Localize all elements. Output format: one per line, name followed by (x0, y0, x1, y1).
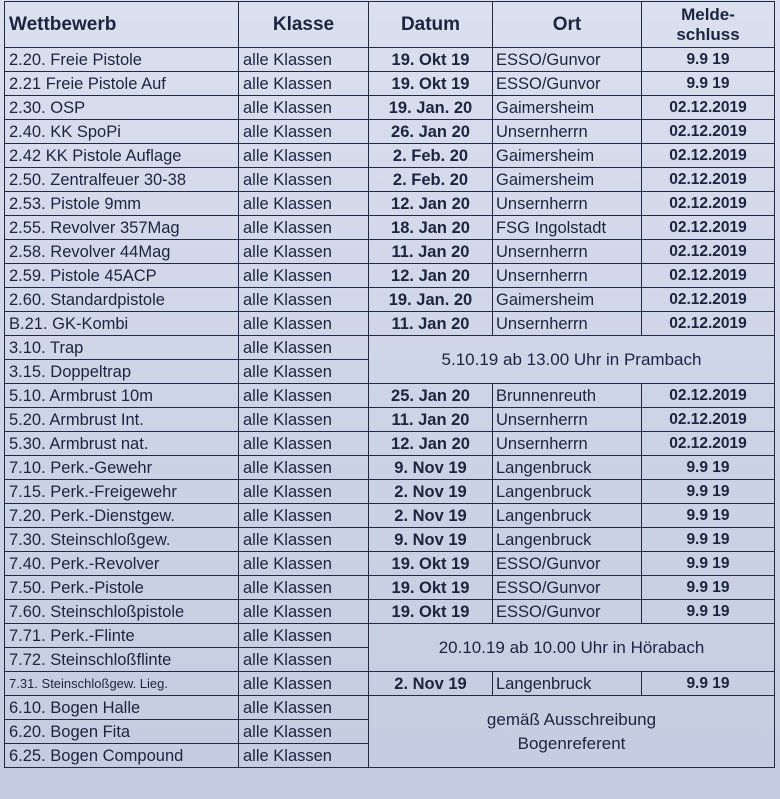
meldeschluss-cell: 9.9 19 (642, 552, 775, 576)
wettbewerb-cell: 2.42 KK Pistole Auflage (5, 144, 239, 168)
datum-cell: 19. Jan. 20 (369, 288, 493, 312)
wettbewerb-cell: 7.15. Perk.-Freigewehr (5, 480, 239, 504)
trap-note-line-1: 5.10.19 ab 13.00 Uhr in Prambach (441, 349, 702, 369)
wettbewerb-cell: 2.30. OSP (5, 96, 239, 120)
table-row (5, 672, 775, 696)
klasse-cell: alle Klassen (239, 648, 369, 672)
ort-cell: Unsernherrn (493, 432, 642, 456)
table-row (5, 120, 775, 144)
ort-cell: ESSO/Gunvor (493, 72, 642, 96)
header-meldeschluss (642, 2, 775, 48)
ort-cell: Unsernherrn (493, 408, 642, 432)
wettbewerb-cell: 7.50. Perk.-Pistole (5, 576, 239, 600)
klasse-cell: alle Klassen (239, 576, 369, 600)
table-row (5, 528, 775, 552)
table-row (5, 384, 775, 408)
klasse-cell: alle Klassen (239, 264, 369, 288)
datum-cell: 25. Jan 20 (369, 384, 493, 408)
bogen-note-line-1: gemäß Ausschreibung (486, 709, 657, 729)
ort-cell: ESSO/Gunvor (493, 552, 642, 576)
meldeschluss-cell: 02.12.2019 (642, 384, 775, 408)
klasse-cell: alle Klassen (239, 48, 369, 72)
wettbewerb-cell: 2.21 Freie Pistole Auf (5, 72, 239, 96)
klasse-cell: alle Klassen (239, 720, 369, 744)
wettbewerb-cell: 6.25. Bogen Compound (5, 744, 239, 768)
klasse-cell: alle Klassen (239, 552, 369, 576)
ort-cell: Brunnenreuth (493, 384, 642, 408)
klasse-cell: alle Klassen (239, 120, 369, 144)
table-row (5, 312, 775, 336)
table-row (5, 624, 775, 648)
meldeschluss-cell: 02.12.2019 (642, 120, 775, 144)
datum-cell: 9. Nov 19 (369, 528, 493, 552)
ort-cell: ESSO/Gunvor (493, 600, 642, 624)
ort-cell: Unsernherrn (493, 120, 642, 144)
ort-cell: ESSO/Gunvor (493, 48, 642, 72)
datum-cell: 2. Nov 19 (369, 504, 493, 528)
meldeschluss-cell: 02.12.2019 (642, 216, 775, 240)
datum-cell: 19. Okt 19 (369, 48, 493, 72)
datum-cell: 12. Jan 20 (369, 432, 493, 456)
klasse-cell: alle Klassen (239, 144, 369, 168)
table-row (5, 72, 775, 96)
flinte-note-line-1: 20.10.19 ab 10.00 Uhr in Hörabach (438, 637, 705, 657)
klasse-cell: alle Klassen (239, 216, 369, 240)
klasse-cell: alle Klassen (239, 288, 369, 312)
meldeschluss-cell: 9.9 19 (642, 504, 775, 528)
datum-cell: 12. Jan 20 (369, 264, 493, 288)
wettbewerb-cell: 2.20. Freie Pistole (5, 48, 239, 72)
klasse-cell: alle Klassen (239, 624, 369, 648)
klasse-cell: alle Klassen (239, 192, 369, 216)
meldeschluss-cell: 02.12.2019 (642, 288, 775, 312)
klasse-cell: alle Klassen (239, 480, 369, 504)
table-row (5, 144, 775, 168)
meldeschluss-cell: 02.12.2019 (642, 144, 775, 168)
ort-cell: Gaimersheim (493, 144, 642, 168)
meldeschluss-cell: 02.12.2019 (642, 192, 775, 216)
meldeschluss-cell: 9.9 19 (642, 72, 775, 96)
datum-cell: 11. Jan 20 (369, 312, 493, 336)
header-meldeschluss-line1: Melde- (681, 4, 735, 24)
meldeschluss-cell: 9.9 19 (642, 528, 775, 552)
wettbewerb-cell: 7.60. Steinschloßpistole (5, 600, 239, 624)
table-row (5, 264, 775, 288)
klasse-cell: alle Klassen (239, 312, 369, 336)
header-row (5, 2, 775, 48)
header-datum: Datum (369, 2, 493, 48)
bogen-note (369, 696, 775, 768)
table-row (5, 504, 775, 528)
ort-cell: Unsernherrn (493, 240, 642, 264)
wettbewerb-cell: 2.59. Pistole 45ACP (5, 264, 239, 288)
ort-cell: Langenbruck (493, 480, 642, 504)
ort-cell: Langenbruck (493, 456, 642, 480)
table-row (5, 600, 775, 624)
datum-cell: 19. Okt 19 (369, 72, 493, 96)
wettbewerb-cell: 2.50. Zentralfeuer 30-38 (5, 168, 239, 192)
meldeschluss-cell: 9.9 19 (642, 600, 775, 624)
table-row (5, 240, 775, 264)
header-ort: Ort (493, 2, 642, 48)
datum-cell: 9. Nov 19 (369, 456, 493, 480)
table-row (5, 480, 775, 504)
ort-cell: Unsernherrn (493, 312, 642, 336)
wettbewerb-cell: 2.40. KK SpoPi (5, 120, 239, 144)
wettbewerb-cell: 7.40. Perk.-Revolver (5, 552, 239, 576)
ort-cell: Gaimersheim (493, 96, 642, 120)
ort-cell: Gaimersheim (493, 168, 642, 192)
wettbewerb-cell: 7.72. Steinschloßflinte (5, 648, 239, 672)
bogen-note-line-2: Bogenreferent (517, 733, 626, 753)
meldeschluss-cell: 02.12.2019 (642, 264, 775, 288)
header-wettbewerb: Wettbewerb (5, 2, 239, 48)
meldeschluss-cell: 02.12.2019 (642, 168, 775, 192)
meldeschluss-cell: 9.9 19 (642, 672, 775, 696)
datum-cell: 18. Jan 20 (369, 216, 493, 240)
klasse-cell: alle Klassen (239, 408, 369, 432)
wettbewerb-cell: 7.20. Perk.-Dienstgew. (5, 504, 239, 528)
table-row (5, 552, 775, 576)
wettbewerb-cell: 2.53. Pistole 9mm (5, 192, 239, 216)
ort-cell: Gaimersheim (493, 288, 642, 312)
datum-cell: 12. Jan 20 (369, 192, 493, 216)
ort-cell: FSG Ingolstadt (493, 216, 642, 240)
table-row (5, 168, 775, 192)
klasse-cell: alle Klassen (239, 96, 369, 120)
klasse-cell: alle Klassen (239, 336, 369, 360)
klasse-cell: alle Klassen (239, 504, 369, 528)
wettbewerb-cell: 7.31. Steinschloßgew. Lieg. (5, 672, 239, 696)
meldeschluss-cell: 9.9 19 (642, 576, 775, 600)
wettbewerb-cell: 7.10. Perk.-Gewehr (5, 456, 239, 480)
meldeschluss-cell: 9.9 19 (642, 48, 775, 72)
datum-cell: 19. Jan. 20 (369, 96, 493, 120)
datum-cell: 2. Nov 19 (369, 672, 493, 696)
klasse-cell: alle Klassen (239, 672, 369, 696)
ort-cell: Langenbruck (493, 504, 642, 528)
header-klasse: Klasse (239, 2, 369, 48)
datum-cell: 2. Nov 19 (369, 480, 493, 504)
datum-cell: 11. Jan 20 (369, 408, 493, 432)
wettbewerb-cell: 5.20. Armbrust Int. (5, 408, 239, 432)
header-meldeschluss-line2: schluss (676, 24, 740, 44)
table-row (5, 336, 775, 360)
klasse-cell: alle Klassen (239, 600, 369, 624)
datum-cell: 19. Okt 19 (369, 552, 493, 576)
klasse-cell: alle Klassen (239, 240, 369, 264)
table-row (5, 48, 775, 72)
wettbewerb-cell: 5.30. Armbrust nat. (5, 432, 239, 456)
table-row (5, 288, 775, 312)
table-row (5, 576, 775, 600)
ort-cell: ESSO/Gunvor (493, 576, 642, 600)
meldeschluss-cell: 02.12.2019 (642, 96, 775, 120)
meldeschluss-cell: 02.12.2019 (642, 312, 775, 336)
klasse-cell: alle Klassen (239, 528, 369, 552)
competition-table (4, 1, 775, 768)
wettbewerb-cell: 6.20. Bogen Fita (5, 720, 239, 744)
ort-cell: Langenbruck (493, 672, 642, 696)
klasse-cell: alle Klassen (239, 696, 369, 720)
wettbewerb-cell: B.21. GK-Kombi (5, 312, 239, 336)
table-row (5, 192, 775, 216)
ort-cell: Unsernherrn (493, 264, 642, 288)
klasse-cell: alle Klassen (239, 360, 369, 384)
flinte-note (369, 624, 775, 672)
ort-cell: Langenbruck (493, 528, 642, 552)
klasse-cell: alle Klassen (239, 432, 369, 456)
meldeschluss-cell: 02.12.2019 (642, 240, 775, 264)
datum-cell: 26. Jan 20 (369, 120, 493, 144)
klasse-cell: alle Klassen (239, 456, 369, 480)
datum-cell: 2. Feb. 20 (369, 168, 493, 192)
ort-cell: Unsernherrn (493, 192, 642, 216)
wettbewerb-cell: 2.60. Standardpistole (5, 288, 239, 312)
meldeschluss-cell: 02.12.2019 (642, 432, 775, 456)
datum-cell: 11. Jan 20 (369, 240, 493, 264)
table-row (5, 408, 775, 432)
meldeschluss-cell: 9.9 19 (642, 480, 775, 504)
klasse-cell: alle Klassen (239, 384, 369, 408)
table-row (5, 96, 775, 120)
table-row (5, 216, 775, 240)
meldeschluss-cell: 02.12.2019 (642, 408, 775, 432)
meldeschluss-cell: 9.9 19 (642, 456, 775, 480)
wettbewerb-cell: 3.10. Trap (5, 336, 239, 360)
datum-cell: 19. Okt 19 (369, 600, 493, 624)
wettbewerb-cell: 5.10. Armbrust 10m (5, 384, 239, 408)
wettbewerb-cell: 2.58. Revolver 44Mag (5, 240, 239, 264)
klasse-cell: alle Klassen (239, 72, 369, 96)
trap-note (369, 336, 775, 384)
table-row (5, 696, 775, 720)
table-row (5, 456, 775, 480)
table-body (5, 48, 775, 768)
wettbewerb-cell: 7.30. Steinschloßgew. (5, 528, 239, 552)
wettbewerb-cell: 6.10. Bogen Halle (5, 696, 239, 720)
klasse-cell: alle Klassen (239, 168, 369, 192)
wettbewerb-cell: 2.55. Revolver 357Mag (5, 216, 239, 240)
klasse-cell: alle Klassen (239, 744, 369, 768)
datum-cell: 19. Okt 19 (369, 576, 493, 600)
wettbewerb-cell: 3.15. Doppeltrap (5, 360, 239, 384)
table-row (5, 432, 775, 456)
datum-cell: 2. Feb. 20 (369, 144, 493, 168)
wettbewerb-cell: 7.71. Perk.-Flinte (5, 624, 239, 648)
